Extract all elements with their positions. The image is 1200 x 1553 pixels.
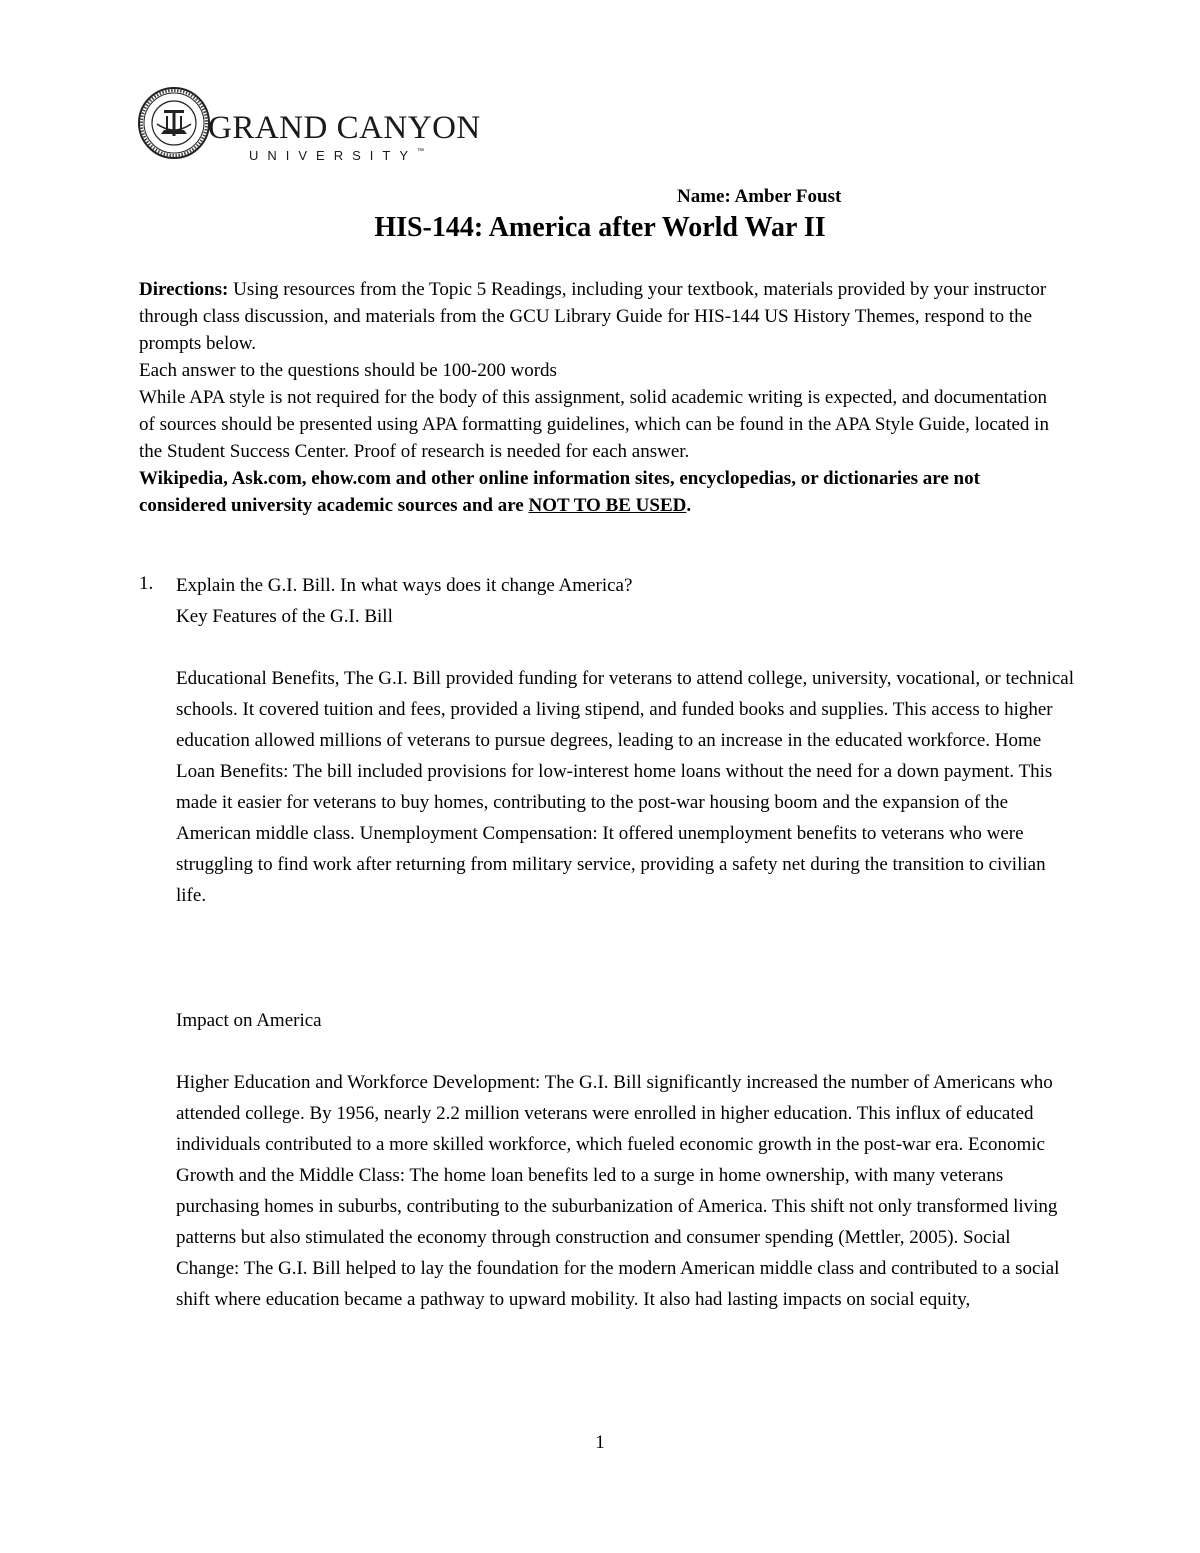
question-number: 1. bbox=[139, 573, 154, 594]
key-features-heading: Key Features of the G.I. Bill bbox=[176, 606, 393, 627]
university-logo bbox=[137, 86, 481, 164]
not-to-be-used-emphasis: NOT TO BE USED bbox=[528, 495, 687, 516]
document-title: HIS-144: America after World War II bbox=[374, 212, 826, 243]
logo-subtitle: UNIVERSITY™ bbox=[249, 148, 425, 163]
answer-paragraph-features: Educational Benefits, The G.I. Bill provided funding for veterans to attend college, university, vocational, or technical schools. It covered tuition and fees, provided a living stipend, and funded books and supplies. This access to higher education allowed millions of veterans to pursue degrees, leading to an increase in the educated workforce. Home Loan Benefits: The bill included provisions for low-interest home loans without the need for a down payment. This made it easier for veterans to buy homes, contributing to the post-war housing boom and the expansion of the American middle class. Unemployment Compensation: It offered unemployment benefits to veterans who were struggling to find work after returning from military service, providing a safety net during the transition to civilian life. bbox=[176, 668, 1075, 906]
answer-paragraph-impact: Higher Education and Workforce Development: The G.I. Bill significantly increased the number of Americans who attended college. By 1956, nearly 2.2 million veterans were enrolled in higher education. This influx of educated individuals contributed to a more skilled workforce, which fueled economic growth in the post-war era. Economic Growth and the Middle Class: The home loan benefits led to a surge in home ownership, with many veterans purchasing homes in suburbs, contributing to the suburbanization of America. This shift not only transformed living patterns but also stimulated the economy through construction and consumer spending (Mettler, 2005). Social Change: The G.I. Bill helped to lay the foundation for the modern American middle class and contributed to a social shift where education became a pathway to upward mobility. It also had lasting impacts on social equity, bbox=[176, 1072, 1060, 1310]
logo-wordmark: GRAND CANYON bbox=[208, 110, 481, 146]
apa-guidance: While APA style is not required for the body of this assignment, solid academic writing is expected, and documentation of sources should be presented using APA formatting guidelines, which can be found in the APA Style Guide, located in the Student Success Center. Proof of research is needed for each answer. bbox=[139, 387, 1049, 462]
trademark-symbol: ™ bbox=[417, 148, 425, 155]
directions-label: Directions: bbox=[139, 279, 229, 300]
question-prompt: Explain the G.I. Bill. In what ways does it change America? bbox=[176, 575, 633, 596]
university-seal-icon bbox=[137, 86, 211, 160]
directions-paragraph bbox=[139, 276, 1064, 357]
word-count-requirement: Each answer to the questions should be 100-200 words bbox=[139, 360, 557, 381]
directions-block bbox=[139, 276, 1064, 519]
sources-warning: Wikipedia, Ask.com, ehow.com and other online information sites, encyclopedias, or dictionaries are not considered university academic sources and are NOT TO BE USED. bbox=[139, 468, 980, 516]
page-number: 1 bbox=[595, 1432, 605, 1453]
student-name: Name: Amber Foust bbox=[677, 186, 842, 207]
directions-text: Using resources from the Topic 5 Readings, including your textbook, materials provided by your instructor through class discussion, and materials from the GCU Library Guide for HIS-144 US History Themes, respond to the prompts below. bbox=[139, 279, 1047, 354]
impact-heading: Impact on America bbox=[176, 1010, 322, 1031]
question-prompt-block bbox=[176, 570, 1076, 632]
